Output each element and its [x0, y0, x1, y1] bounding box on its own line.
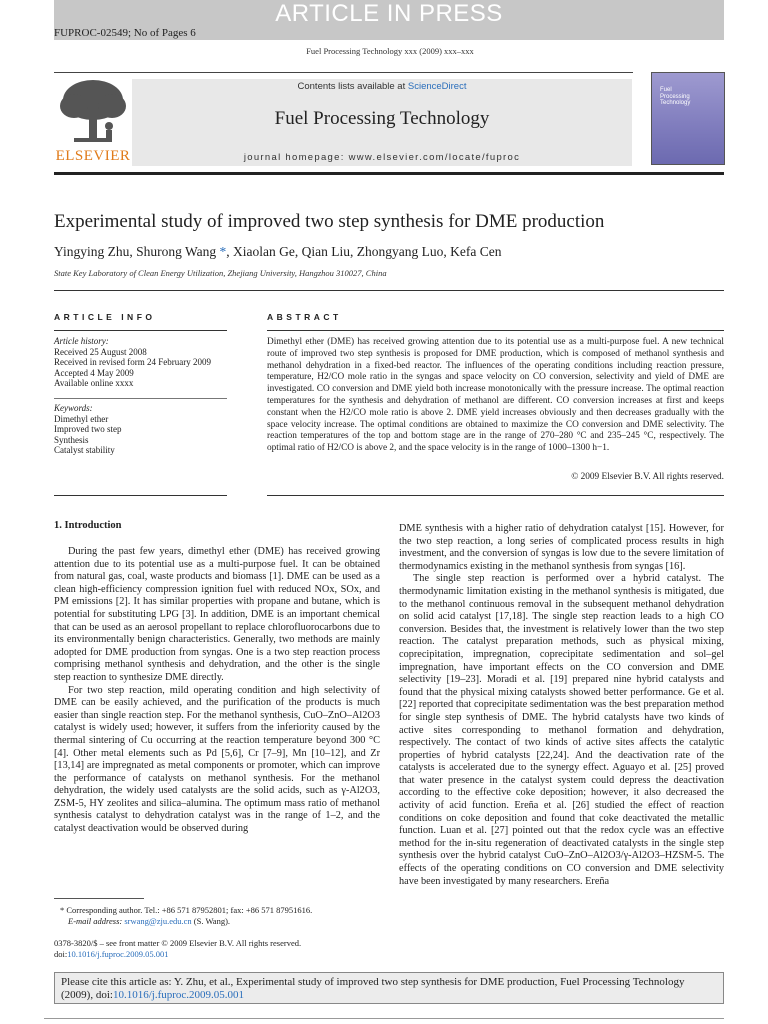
cover-title: Fuel Processing Technology — [660, 87, 691, 106]
cite-doi-link[interactable]: 10.1016/j.fuproc.2009.05.001 — [112, 989, 245, 1001]
intro-left-column — [54, 546, 380, 886]
article-info-heading: ARTICLE INFO — [54, 312, 156, 322]
cite-this-article-box: Please cite this article as: Y. Zhu, et al., Experimental study of improved two step synthesis for DME production, Fuel Processing Technology (2009), doi:10.1016/j.fuproc.2009.05.001 — [54, 972, 724, 1004]
keywords-rule — [54, 398, 227, 399]
article-title: Experimental study of improved two step synthesis for DME production — [54, 211, 605, 232]
contents-prefix: Contents lists available at — [297, 81, 408, 92]
journal-citation: Fuel Processing Technology xxx (2009) xxx–xxx — [306, 46, 474, 56]
header-rule-top — [54, 72, 633, 73]
publisher-wordmark: ELSEVIER — [55, 148, 131, 164]
footnote-rule — [54, 898, 144, 899]
intro-paragraph-2: For two step reaction, mild operating condition and high selectivity of DME can be easily achieved, and the purification of the products is much easier than single reaction step. For the methanol synthesis, CuO–ZnO–Al2O3 catalyst is widely used; however, it suffers from the inferiority caused by the thermal sintering of Cu occurring at the reaction temperature beyond 300 °C [4]. Other metal elements such as Pd [5,6], Cr [7–9], Mn [10–12], and Zr [13,14] are impregnated as metal components or promoter, which can improve the performance of catalysts on methanol synthesis. For the methanol dehydration, the widely used catalysts are the solid acids, such as γ-Al2O3, ZSM-5, HY zeolites and silica–alumina. The optimum mass ratio of methanol synthesis catalyst to dehydration catalyst was in the range of 1–2, and the catalyst deactivation would be observed during — [54, 684, 380, 835]
header-rule-bottom — [54, 172, 724, 175]
corresponding-author-mark[interactable]: * — [219, 244, 227, 259]
manuscript-id: FUPROC-02549; No of Pages 6 — [54, 27, 196, 39]
contents-line — [132, 81, 632, 92]
issn-line: 0378-3820/$ – see front matter © 2009 Elsevier B.V. All rights reserved. doi:10.1016/j.fuproc.2009.05.001 — [54, 938, 302, 959]
page-bottom-rule — [44, 1018, 724, 1019]
abstract-rule — [267, 330, 724, 331]
journal-cover — [651, 72, 725, 165]
affiliation: State Key Laboratory of Clean Energy Utilization, Zhejiang University, Hangzhou 310027, China — [54, 268, 387, 278]
author-list: Yingying Zhu, Shurong Wang *, Xiaolan Ge, Qian Liu, Zhongyang Luo, Kefa Cen — [54, 244, 502, 259]
abstract-text: Dimethyl ether (DME) has received growing attention due to its potential use as a multi-purpose fuel. A new technical route of improved two step synthesis is proposed for DME production, which is composed of methanol synthesis and methanol dehydration in a fixed-bed reactor. The influences of the operating conditions including reaction pressure, temperature, H2/CO mole ratio in the syngas and space velocity on CO conversion, selectivity and yield of DME are investigated. CO conversion and DME yield both increase monotonically with the pressure increase. The optimal reaction temperatures for the synthesis and dehydration of methanol are different. CO conversion increases at first and keeps constant when the H2/CO mole ratio is above 2. DME yield increases obviously and then decreases gradually with the space velocity increase. The optimal conditions are obtained to maximize the CO conversion and DME selectivity. The reaction temperatures of the top and bottom stage are in the range of 270–280 °C and 235–245 °C, respectively. The optimal ratio of H2/CO is above 2, and the space velocity is in the range of 1000–1300 h−1. — [267, 337, 724, 454]
doi-link[interactable]: 10.1016/j.fuproc.2009.05.001 — [67, 949, 169, 959]
intro-paragraph-4: The single step reaction is performed over a hybrid catalyst. The thermodynamic limitation existing in the methanol synthesis is mitigated, due to the methanol continuous removal in the subsequent methanol dehydration on solid acid catalyst [17,18]. The single step reaction leads to a high CO conversion. Besides that, the investment is relatively lower than the two step reaction. The catalyst preparation methods, such as physical mixing, coprecipitation, impregnation, coprecipitate sedimentation and sol–gel impregnation, have important effects on the CO conversion and DME selectivity [19–23]. Moradi et al. [19] prepared nine hybrid catalysts and found that the physical mixing catalysts showed better performance. Ge et al. [22] reported that coprecipitate sedimentation was the best preparation method for single step synthesis of DME. The hybrid catalysts have two kinds of active sites corresponding to methanol formation and dehydration, respectively. The contact of two kinds of active sites affects the catalytic properties of hybrid catalysts [22,24]. And the deactivation rate of the catalysts is accelerated due to the synergy effect. Aguayo et al. [25] proved that water presence in the catalyst system could depress the deactivation according to the effective coke deposition; however, it also decreased the activity of acid function. Ereña et al. [26] studied the effect of reaction conditions on coke deposition and found that coke deactivated the metallic function. Luan et al. [27] pointed out that the redox cycle was an effective method for the in-situ regeneration of deactivated catalysts in the single step synthesis over the hybrid catalyst CuO–ZnO–Al2O3/γ-Al2O3–HZSM-5. The effects of the operating conditions on CO conversion and DME selectivity have been investigated by many researchers. Ereña — [399, 573, 724, 887]
journal-homepage[interactable]: journal homepage: www.elsevier.com/locate/fuproc — [243, 152, 521, 163]
abstract-copyright: © 2009 Elsevier B.V. All rights reserved. — [571, 472, 724, 482]
sciencedirect-link[interactable]: ScienceDirect — [407, 81, 467, 92]
intro-paragraph-1: During the past few years, dimethyl ether (DME) has received growing attention due to its potential use as a multi-purpose fuel. It can be obtained from natural gas, coal, waste products and biomass [1]. DME can be used as a clean high-efficiency compression ignition fuel with reduced NOx, SOx, and PM emissions [2]. It has similar properties with propane and butane, which is potential for substituting LPG [3]. In addition, DME is an important chemical that can be used as an aerosol propellant to replace chlorofluorocarbons due to its environmentally benign characteristics. Generally, two methods are mainly adopted for DME production from syngas. One is a two step reaction process comprising methanol synthesis and dehydration, and the other is the single step reaction to synthesize DME directly. — [54, 546, 380, 683]
article-history: Article history: Received 25 August 2008 Received in revised form 24 February 2009 Accepted 4 May 2009 Available online xxxx — [54, 336, 211, 388]
journal-title: Fuel Processing Technology — [274, 108, 490, 129]
author-email-link[interactable]: srwang@zju.edu.cn — [124, 916, 192, 926]
article-in-press-banner: ARTICLE IN PRESS — [54, 0, 724, 40]
abstract-heading: ABSTRACT — [267, 312, 342, 322]
info-bottom-rule — [54, 495, 227, 496]
intro-paragraph-3: DME synthesis with a higher ratio of dehydration catalyst [15]. However, for the two step reaction, a long series of complicated process results in high investment, and the conversion of syngas is low due to the severe limitation of thermodynamics existing in the methanol synthesis from syngas [16]. — [399, 523, 724, 572]
info-rule — [54, 330, 227, 331]
introduction-heading: 1. Introduction — [54, 520, 122, 531]
keywords: Keywords: Dimethyl ether Improved two step Synthesis Catalyst stability — [54, 403, 122, 455]
title-rule — [54, 290, 724, 291]
intro-right-column — [399, 523, 724, 929]
abstract-bottom-rule — [267, 495, 724, 496]
corresponding-author-footnote: * Corresponding author. Tel.: +86 571 87952801; fax: +86 571 87951616. E-mail address: srwang@zju.edu.cn (S. Wang). — [60, 905, 313, 926]
